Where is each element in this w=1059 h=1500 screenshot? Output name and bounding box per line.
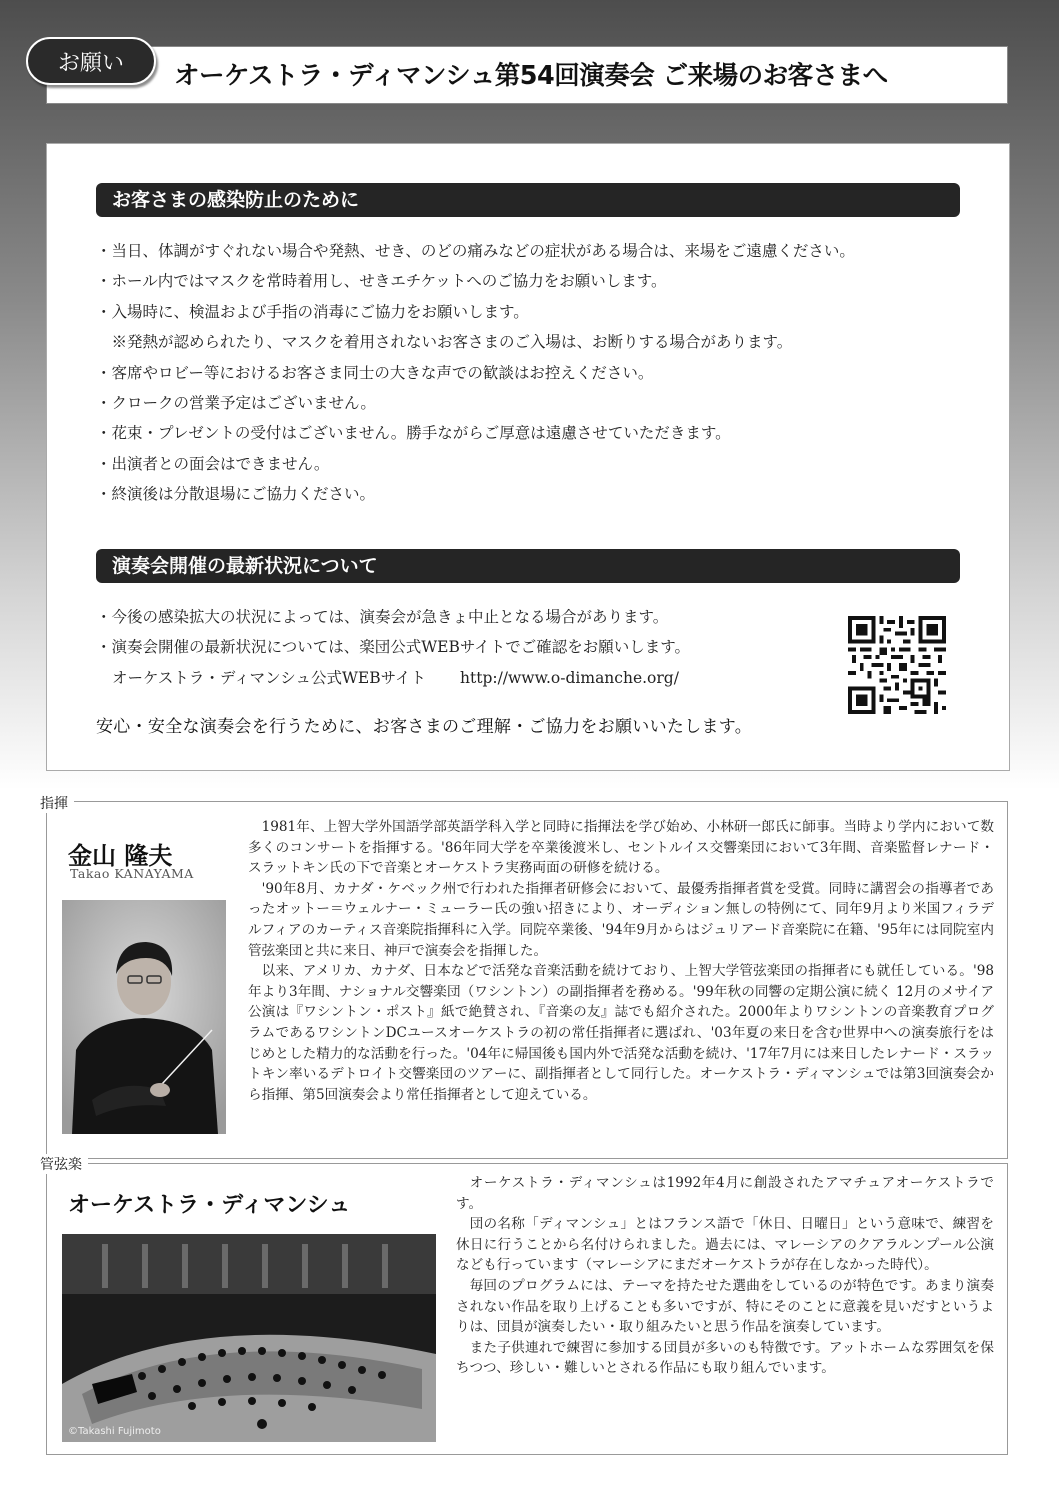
request-badge: お願い — [26, 37, 156, 85]
orchestra-section-rule — [46, 1163, 1008, 1164]
bio-paragraph: 以来、アメリカ、カナダ、日本などで活発な音楽活動を続けており、上智大学管弦楽団の指揮者にも就任している。'98年より3年間、ナショナル交響楽団（ワシントン）の副指揮者を務める。'99年秋の同響の定期公演に続く 12月のメサイア公演は『ワシントン・ポスト』紙で絶賛され、『音楽の友』誌でも紹介された。2000年よりワシントンの音楽教育プログラムであるワシントンDCユースオーケストラの初の常任指揮者に選ばれ、'03年夏の来日を含む世界中への演奏旅行をはじめとした精力的な活動を行った。'04年に帰国後も国内外で活発な活動を続け、'17年7月には来日したレナード・スラットキン率いるデトロイト交響楽団のツアーに、副指揮者として同行した。オーケストラ・ディマンシュでは第3回演奏会から指揮、第5回演奏会より常任指揮者として迎えている。 — [248, 963, 994, 1103]
conductor-biography — [248, 817, 994, 1105]
list-item: ・入場時に、検温および手指の消毒にご協力をお願いします。 — [96, 302, 529, 321]
conductor-section-label: 指揮 — [40, 793, 74, 813]
section-heading-infection-prevention: お客さまの感染防止のために — [96, 183, 960, 217]
latest-status-list — [96, 602, 690, 663]
orchestra-name: オーケストラ・ディマンシュ — [68, 1192, 351, 1218]
list-item: ・客席やロビー等におけるお客さま同士の大きな声での歓談はお控えください。 — [96, 363, 654, 382]
conductor-name-en: Takao KANAYAMA — [70, 866, 194, 881]
list-item: ・当日、体調がすぐれない場合や発熱、せき、のどの痛みなどの症状がある場合は、来場をご遠慮ください。 — [96, 242, 855, 260]
list-item: ・ホール内ではマスクを常時着用し、せきエチケットへのご協力をお願いします。 — [96, 272, 667, 291]
website-url-link[interactable]: http://www.o-dimanche.org/ — [460, 669, 679, 687]
list-item: ・今後の感染拡大の状況によっては、演奏会が急きょ中止となる場合があります。 — [96, 608, 669, 626]
description-paragraph: 団の名称「ディマンシュ」とはフランス語で「休日、日曜日」という意味で、練習を休日に行うことから名付けられました。過去には、マレーシアのクアラルンプール公演なども行っています（マレーシアにまだオーケストラが存在しなかった時代）。 — [456, 1216, 994, 1274]
orchestra-section-label: 管弦楽 — [40, 1154, 88, 1174]
section-heading-latest-status: 演奏会開催の最新状況について — [96, 549, 960, 583]
conductor-photo — [62, 900, 226, 1134]
description-paragraph: 毎回のプログラムには、テーマを持たせた選曲をしているのが特色です。あまり演奏されない作品を取り上げることも多いですが、特にそのことに意義を見いだすというよりは、団員が演奏したい・取り組みたいと思う作品を演奏しています。 — [456, 1277, 994, 1336]
list-item: ・花束・プレゼントの受付はございません。勝手ながらご厚意は遠慮させていただきます。 — [96, 424, 731, 443]
closing-message: 安心・安全な演奏会を行うために、お客さまのご理解・ご協力をお願いいたします。 — [96, 717, 753, 737]
infection-prevention-list — [96, 236, 855, 510]
orchestra-photo — [62, 1234, 436, 1442]
bio-paragraph: 1981年、上智大学外国語学部英語学科入学と同時に指揮法を学び始め、小林研一郎氏に師事。当時より学内において数多くのコンサートを指揮する。'86年同大学を卒業後渡米し、セントルイス交響楽団において3年間、音楽監督レナード・スラットキン氏の下で音楽とオーケストラ実務両面の研修を続ける。 — [248, 819, 994, 877]
bio-paragraph: '90年8月、カナダ・ケベック州で行われた指揮者研修会において、最優秀指揮者賞を受賞。同時に講習会の指導者であったオットー＝ウェルナー・ミューラー氏の強い招きにより、オーディション無しの特例にて、同年9月より米国フィラデルフィアのカーティス音楽院指揮科に入学。同院卒業後、'94年9月からはジュリアード音楽院に在籍、'95年には同院室内管弦楽団と共に来日、神戸で演奏会を指揮した。 — [248, 880, 994, 959]
description-paragraph: また子供連れで練習に参加する団員が多いのも特徴です。アットホームな雰囲気を保ちつつ、珍しい・難しいとされる作品にも取り組んでいます。 — [456, 1339, 994, 1377]
photo-credit: ©Takashi Fujimoto — [68, 1426, 161, 1437]
list-item: ・クロークの営業予定はございません。 — [96, 393, 376, 412]
orchestra-description — [456, 1173, 994, 1379]
conductor-section-rule — [46, 801, 1008, 802]
website-label: オーケストラ・ディマンシュ公式WEBサイト — [112, 669, 426, 687]
description-paragraph: オーケストラ・ディマンシュは1992年4月に創設されたアマチュアオーケストラです。 — [456, 1175, 994, 1212]
page-title: オーケストラ・ディマンシュ第54回演奏会 ご来場のお客さまへ — [174, 61, 888, 91]
conductor-name-jp: 金山 隆夫 — [68, 841, 173, 870]
list-item: ・演奏会開催の最新状況については、楽団公式WEBサイトでご確認をお願いします。 — [96, 638, 691, 657]
list-item: ※発熱が認められたり、マスクを着用されないお客さまのご入場は、お断りする場合があります。 — [96, 333, 793, 352]
official-website-line — [112, 663, 679, 693]
list-item: ・終演後は分散退場にご協力ください。 — [96, 485, 376, 504]
qr-code-icon[interactable] — [848, 616, 946, 714]
list-item: ・出演者との面会はできません。 — [96, 454, 330, 473]
